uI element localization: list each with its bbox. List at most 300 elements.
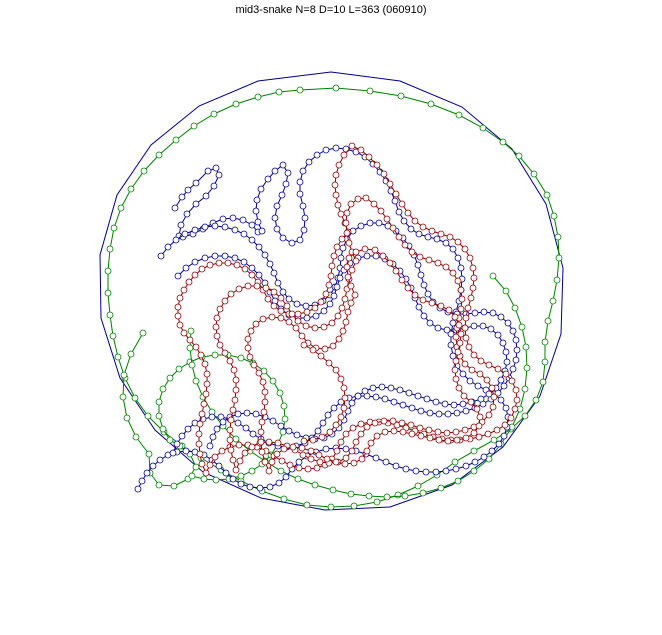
node-marker xyxy=(362,388,368,394)
node-marker xyxy=(364,253,370,259)
node-marker xyxy=(505,320,511,326)
node-marker xyxy=(140,330,146,336)
node-marker xyxy=(260,379,266,385)
node-marker xyxy=(502,422,508,428)
node-marker xyxy=(460,371,466,377)
node-marker xyxy=(300,452,306,458)
node-marker xyxy=(336,336,342,342)
node-marker xyxy=(533,397,539,403)
node-marker xyxy=(187,337,193,343)
node-marker xyxy=(491,394,497,400)
node-marker xyxy=(272,168,278,174)
node-marker xyxy=(412,292,418,298)
node-marker xyxy=(271,289,277,295)
node-marker xyxy=(391,399,397,405)
node-marker xyxy=(485,431,491,437)
node-marker xyxy=(346,240,352,246)
node-marker xyxy=(463,463,469,469)
node-marker xyxy=(373,394,379,400)
node-marker xyxy=(503,405,509,411)
node-marker xyxy=(428,101,434,107)
node-marker xyxy=(476,434,482,440)
node-marker xyxy=(381,171,387,177)
node-marker xyxy=(204,371,210,377)
node-marker xyxy=(348,283,354,289)
node-marker xyxy=(461,393,467,399)
node-marker xyxy=(322,346,328,352)
node-marker xyxy=(314,465,320,471)
node-marker xyxy=(450,246,456,252)
node-marker xyxy=(341,385,347,391)
node-marker xyxy=(466,344,472,350)
node-marker xyxy=(396,234,402,240)
node-marker xyxy=(216,463,222,469)
node-marker xyxy=(286,319,292,325)
node-marker xyxy=(277,390,283,396)
node-marker xyxy=(379,384,385,390)
node-marker xyxy=(455,255,461,261)
node-marker xyxy=(225,260,231,266)
node-marker xyxy=(409,405,415,411)
node-marker xyxy=(481,309,487,315)
node-marker xyxy=(333,459,339,465)
node-marker xyxy=(495,332,501,338)
node-marker xyxy=(248,328,254,334)
node-marker xyxy=(237,458,243,464)
node-marker xyxy=(276,89,282,95)
node-marker xyxy=(105,290,111,296)
node-marker xyxy=(471,275,477,281)
node-marker xyxy=(238,355,244,361)
node-marker xyxy=(279,192,285,198)
node-marker xyxy=(312,305,318,311)
node-marker xyxy=(416,304,422,310)
node-marker xyxy=(217,342,223,348)
node-marker xyxy=(423,469,429,475)
node-marker xyxy=(181,330,187,336)
node-marker xyxy=(336,162,342,168)
node-marker xyxy=(418,272,424,278)
node-marker xyxy=(253,411,259,417)
node-marker xyxy=(555,234,561,240)
node-marker xyxy=(399,277,405,283)
node-marker xyxy=(271,303,277,309)
node-marker xyxy=(276,480,282,486)
node-marker xyxy=(150,463,156,469)
node-marker xyxy=(133,434,139,440)
node-marker xyxy=(236,442,242,448)
node-marker xyxy=(510,328,516,334)
node-marker xyxy=(491,437,497,443)
node-marker xyxy=(490,273,496,279)
node-marker xyxy=(484,377,490,383)
node-marker xyxy=(228,417,234,423)
node-marker xyxy=(457,340,463,346)
node-marker xyxy=(249,468,255,474)
node-marker xyxy=(262,399,268,405)
node-marker xyxy=(216,260,222,266)
node-marker xyxy=(494,427,500,433)
node-marker xyxy=(343,319,349,325)
node-marker xyxy=(300,168,306,174)
node-marker xyxy=(435,260,441,266)
node-marker xyxy=(335,202,341,208)
node-marker xyxy=(189,362,195,368)
node-marker xyxy=(201,476,207,482)
node-marker xyxy=(318,299,324,305)
node-marker xyxy=(331,253,337,259)
node-marker xyxy=(262,252,268,258)
node-marker xyxy=(327,429,333,435)
node-marker xyxy=(458,306,464,312)
node-marker xyxy=(177,322,183,328)
node-marker xyxy=(378,208,384,214)
node-marker xyxy=(374,499,380,505)
node-marker xyxy=(503,349,509,355)
node-marker xyxy=(355,393,361,399)
node-marker xyxy=(453,358,459,364)
node-marker xyxy=(383,459,389,465)
node-marker xyxy=(310,347,316,353)
node-marker xyxy=(207,262,213,268)
node-marker xyxy=(132,395,138,401)
node-marker xyxy=(550,298,556,304)
node-marker xyxy=(280,162,286,168)
node-marker xyxy=(467,255,473,261)
node-marker xyxy=(217,306,223,312)
node-marker xyxy=(348,300,354,306)
node-marker xyxy=(460,401,466,407)
node-marker xyxy=(331,405,337,411)
node-marker xyxy=(243,425,249,431)
node-marker xyxy=(178,222,184,228)
node-marker xyxy=(296,465,302,471)
node-marker xyxy=(418,408,424,414)
node-marker xyxy=(512,406,518,412)
node-marker xyxy=(444,327,450,333)
node-marker xyxy=(212,253,218,259)
node-marker xyxy=(242,266,248,272)
node-marker xyxy=(370,385,376,391)
node-marker xyxy=(382,429,388,435)
node-marker xyxy=(242,450,248,456)
node-marker xyxy=(374,162,380,168)
node-marker xyxy=(297,237,303,243)
node-marker xyxy=(202,255,208,261)
node-marker xyxy=(196,441,202,447)
node-marker xyxy=(376,220,382,226)
node-marker xyxy=(481,454,487,460)
node-marker xyxy=(415,483,421,489)
node-marker xyxy=(498,397,504,403)
node-marker xyxy=(186,279,192,285)
node-marker xyxy=(349,448,355,454)
node-marker xyxy=(478,358,484,364)
node-marker xyxy=(317,459,323,465)
node-marker xyxy=(201,401,207,407)
node-marker xyxy=(455,278,461,284)
node-marker xyxy=(463,408,469,414)
node-marker xyxy=(177,295,183,301)
node-marker xyxy=(522,413,528,419)
node-marker xyxy=(173,137,179,143)
node-marker xyxy=(335,313,341,319)
node-marker xyxy=(318,353,324,359)
node-marker xyxy=(421,313,427,319)
node-marker xyxy=(193,378,199,384)
node-marker xyxy=(367,88,373,94)
node-marker xyxy=(265,296,271,302)
node-marker xyxy=(247,484,253,490)
node-marker xyxy=(308,456,314,462)
node-marker xyxy=(175,304,181,310)
node-marker xyxy=(249,272,255,278)
node-marker xyxy=(165,244,171,250)
node-marker xyxy=(199,411,205,417)
node-marker xyxy=(296,459,302,465)
node-marker xyxy=(415,262,421,268)
node-marker xyxy=(202,224,208,230)
node-marker xyxy=(281,446,287,452)
node-marker xyxy=(301,342,307,348)
node-marker xyxy=(455,478,461,484)
node-marker xyxy=(160,386,166,392)
node-marker xyxy=(223,470,229,476)
node-marker xyxy=(139,478,145,484)
node-marker xyxy=(306,159,312,165)
node-marker xyxy=(544,192,550,198)
node-marker xyxy=(364,424,370,430)
node-marker xyxy=(203,470,209,476)
node-marker xyxy=(500,340,506,346)
node-marker xyxy=(443,468,449,474)
node-marker xyxy=(213,165,219,171)
node-marker xyxy=(454,410,460,416)
node-marker xyxy=(459,296,465,302)
node-marker xyxy=(172,205,178,211)
node-marker xyxy=(427,435,433,441)
node-marker xyxy=(156,399,162,405)
node-marker xyxy=(363,195,369,201)
node-marker xyxy=(160,426,166,432)
node-marker xyxy=(234,262,240,268)
node-marker xyxy=(458,331,464,337)
node-marker xyxy=(337,275,343,281)
node-marker xyxy=(463,315,469,321)
node-marker xyxy=(339,305,345,311)
node-marker xyxy=(516,153,522,159)
node-marker xyxy=(471,323,477,329)
node-marker xyxy=(193,201,199,207)
node-marker xyxy=(207,443,213,449)
node-marker xyxy=(308,448,314,454)
node-marker xyxy=(433,399,439,405)
node-marker xyxy=(312,325,318,331)
node-marker xyxy=(240,217,246,223)
node-marker xyxy=(331,293,337,299)
node-marker xyxy=(513,387,519,393)
node-marker xyxy=(514,347,520,353)
node-marker xyxy=(313,313,319,319)
node-marker xyxy=(182,231,188,237)
node-marker xyxy=(458,287,464,293)
node-marker xyxy=(294,432,300,438)
node-marker xyxy=(175,273,181,279)
node-marker xyxy=(420,224,426,230)
node-marker xyxy=(384,494,390,500)
node-marker xyxy=(554,277,560,283)
node-marker xyxy=(175,313,181,319)
node-marker xyxy=(478,396,484,402)
node-marker xyxy=(192,272,198,278)
node-marker xyxy=(452,367,458,373)
node-marker xyxy=(198,352,204,358)
node-marker xyxy=(233,377,239,383)
node-marker xyxy=(509,378,515,384)
node-marker xyxy=(222,350,228,356)
node-marker xyxy=(350,425,356,431)
node-marker xyxy=(429,300,435,306)
node-marker xyxy=(324,456,330,462)
node-marker xyxy=(333,145,339,151)
node-marker xyxy=(427,320,433,326)
node-marker xyxy=(438,231,444,237)
node-marker xyxy=(395,492,401,498)
node-marker xyxy=(338,439,344,445)
node-marker xyxy=(282,416,288,422)
node-marker xyxy=(498,377,504,383)
node-marker xyxy=(110,333,116,339)
node-marker xyxy=(489,385,495,391)
node-marker xyxy=(387,260,393,266)
node-marker xyxy=(176,366,182,372)
node-marker xyxy=(193,180,199,186)
node-marker xyxy=(304,502,310,508)
node-marker xyxy=(167,437,173,443)
node-marker xyxy=(184,211,190,217)
node-marker xyxy=(542,339,548,345)
node-marker xyxy=(115,354,121,360)
node-marker xyxy=(305,466,311,472)
node-marker xyxy=(193,464,199,470)
node-marker xyxy=(452,314,458,320)
node-marker xyxy=(402,242,408,248)
node-marker xyxy=(302,215,308,221)
node-marker xyxy=(211,183,217,189)
node-marker xyxy=(297,179,303,185)
node-marker xyxy=(232,227,238,233)
node-marker xyxy=(542,359,548,365)
node-marker xyxy=(474,406,480,412)
node-marker xyxy=(486,412,492,418)
node-marker xyxy=(500,139,506,145)
series-boundary-circle xyxy=(100,72,563,510)
node-marker xyxy=(330,487,336,493)
node-marker xyxy=(212,352,218,358)
node-marker xyxy=(358,223,364,229)
node-marker xyxy=(128,351,134,357)
node-marker xyxy=(523,344,529,350)
node-marker xyxy=(187,345,193,351)
node-marker xyxy=(303,303,309,309)
node-marker xyxy=(332,182,338,188)
node-marker xyxy=(488,326,494,332)
node-marker xyxy=(323,147,329,153)
node-marker xyxy=(412,218,418,224)
node-marker xyxy=(426,257,432,263)
node-marker xyxy=(444,430,450,436)
node-marker xyxy=(301,438,307,444)
node-marker xyxy=(455,239,461,245)
node-marker xyxy=(401,218,407,224)
node-marker xyxy=(233,467,239,473)
node-marker xyxy=(362,246,368,252)
node-marker xyxy=(456,112,462,118)
node-marker xyxy=(228,291,234,297)
node-marker xyxy=(278,295,284,301)
node-marker xyxy=(477,414,483,420)
node-marker xyxy=(465,305,471,311)
node-marker xyxy=(462,361,468,367)
node-marker xyxy=(490,404,496,410)
node-marker xyxy=(249,444,255,450)
node-marker xyxy=(513,357,519,363)
node-marker xyxy=(214,315,220,321)
node-marker xyxy=(456,385,462,391)
node-marker xyxy=(107,312,113,318)
node-marker xyxy=(295,318,301,324)
node-marker xyxy=(270,418,276,424)
node-marker xyxy=(256,272,262,278)
node-marker xyxy=(338,414,344,420)
node-marker xyxy=(399,201,405,207)
node-marker xyxy=(334,244,340,250)
node-marker xyxy=(425,234,431,240)
node-marker xyxy=(255,94,261,100)
node-marker xyxy=(278,315,284,321)
node-marker xyxy=(452,459,458,465)
node-marker xyxy=(236,286,242,292)
node-marker xyxy=(249,222,255,228)
node-marker xyxy=(351,503,357,509)
node-marker xyxy=(259,449,265,455)
node-marker xyxy=(462,246,468,252)
node-marker xyxy=(213,477,219,483)
node-marker xyxy=(230,407,236,413)
node-marker xyxy=(304,315,310,321)
node-marker xyxy=(475,383,481,389)
node-marker xyxy=(396,209,402,215)
node-marker xyxy=(406,390,412,396)
node-marker xyxy=(393,268,399,274)
node-marker xyxy=(209,414,215,420)
node-marker xyxy=(472,310,478,316)
node-marker xyxy=(349,400,355,406)
node-marker xyxy=(333,422,339,428)
node-marker xyxy=(381,418,387,424)
node-marker xyxy=(199,461,205,467)
node-marker xyxy=(338,211,344,217)
node-marker xyxy=(380,253,386,259)
node-marker xyxy=(471,468,477,474)
node-marker xyxy=(196,431,202,437)
node-marker xyxy=(254,197,260,203)
node-marker xyxy=(297,191,303,197)
node-marker xyxy=(545,318,551,324)
node-marker xyxy=(259,419,265,425)
node-marker xyxy=(417,425,423,431)
node-marker xyxy=(408,422,414,428)
